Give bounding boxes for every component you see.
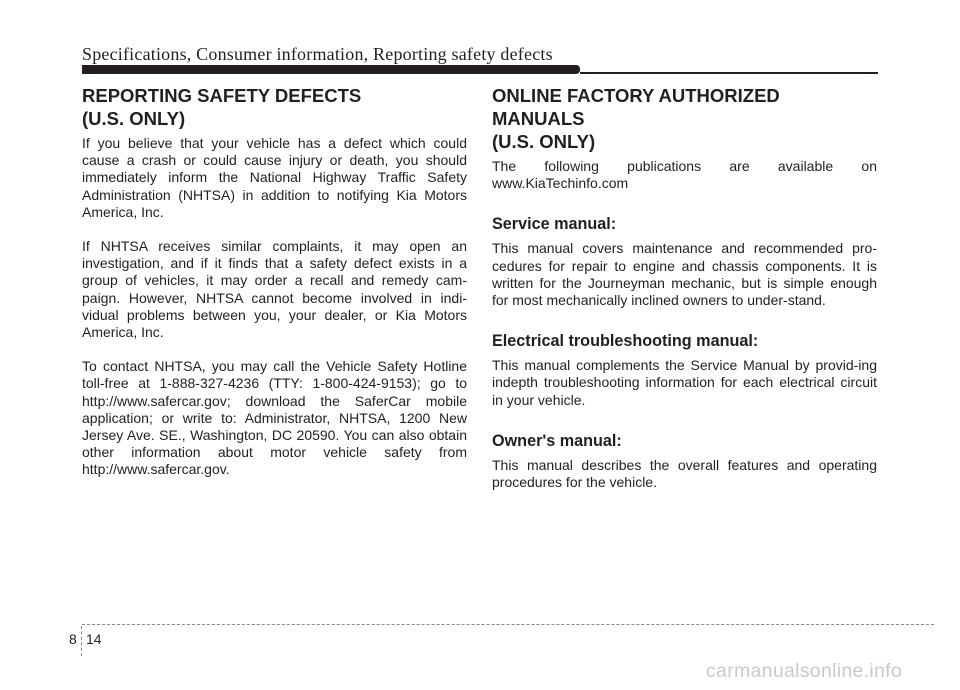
intro-line-2: www.KiaTechinfo.com: [492, 175, 629, 192]
header-rule-thin: [580, 72, 878, 74]
heading-line-1: REPORTING SAFETY DEFECTS: [82, 85, 362, 106]
watermark: carmanualsonline.info: [706, 660, 902, 682]
header-title: Specifications, Consumer information, Reporting safety defects: [82, 44, 553, 64]
footer-divider: [81, 626, 82, 656]
page-number: 14: [86, 631, 102, 647]
footer-rule: [82, 624, 934, 625]
publications-intro: [492, 158, 877, 192]
paragraph-investigation: If NHTSA receives similar complaints, it may open an investigation, and if it finds that a safety defect exists in a group of vehicles, it may order a recall and remedy cam-paign. However, NHTSA cannot become involved in indi-vidual problems between you, your dealer, or Kia Motors America, Inc.: [82, 238, 467, 341]
electrical-manual-heading: Electrical troubleshooting manual:: [492, 332, 759, 351]
right-column: [492, 84, 877, 491]
heading-line-1: ONLINE FACTORY AUTHORIZED MANUALS: [492, 85, 780, 129]
paragraph-notify-nhtsa: If you believe that your vehicle has a defect which could cause a crash or could cause injury or death, you should immediately inform the National Highway Traffic Safety Administration (NHTSA) in addition to notifying Kia Motors America, Inc.: [82, 135, 467, 220]
heading-line-2: (U.S. ONLY): [82, 108, 186, 129]
header-rule-thick: [82, 65, 580, 74]
reporting-safety-defects-heading: [82, 84, 467, 130]
electrical-manual-text: This manual complements the Service Manual by provid-ing indepth troubleshooting information for each electrical circuit in your vehicle.: [492, 357, 877, 408]
paragraph-contact-nhtsa: To contact NHTSA, you may call the Vehicle Safety Hotline toll-free at 1-888-327-4236 (TTY: 1-800-424-9153); go to http://www.safercar.gov; download the SaferCar mobile application; or write to: Administrator, NHTSA, 1200 New Jersey Ave. SE., Washington, DC 20590. You can also obtain other information about motor vehicle safety from http://www.safercar.gov.: [82, 358, 467, 478]
intro-line-1: The following publications are available on: [492, 158, 877, 174]
chapter-number: 8: [69, 631, 77, 647]
heading-line-2: (U.S. ONLY): [492, 131, 596, 152]
service-manual-text: This manual covers maintenance and recommended pro-cedures for repair to engine and chassis components. It is written for the Journeyman mechanic, but is simple enough for most mechanically inclined owners to under-stand.: [492, 240, 877, 309]
online-manuals-heading: [492, 84, 877, 153]
owners-manual-heading: Owner's manual:: [492, 431, 622, 450]
owners-manual-text: This manual describes the overall features and operating procedures for the vehicle.: [492, 456, 877, 491]
service-manual-heading: Service manual:: [492, 215, 617, 234]
left-column: [82, 84, 467, 479]
